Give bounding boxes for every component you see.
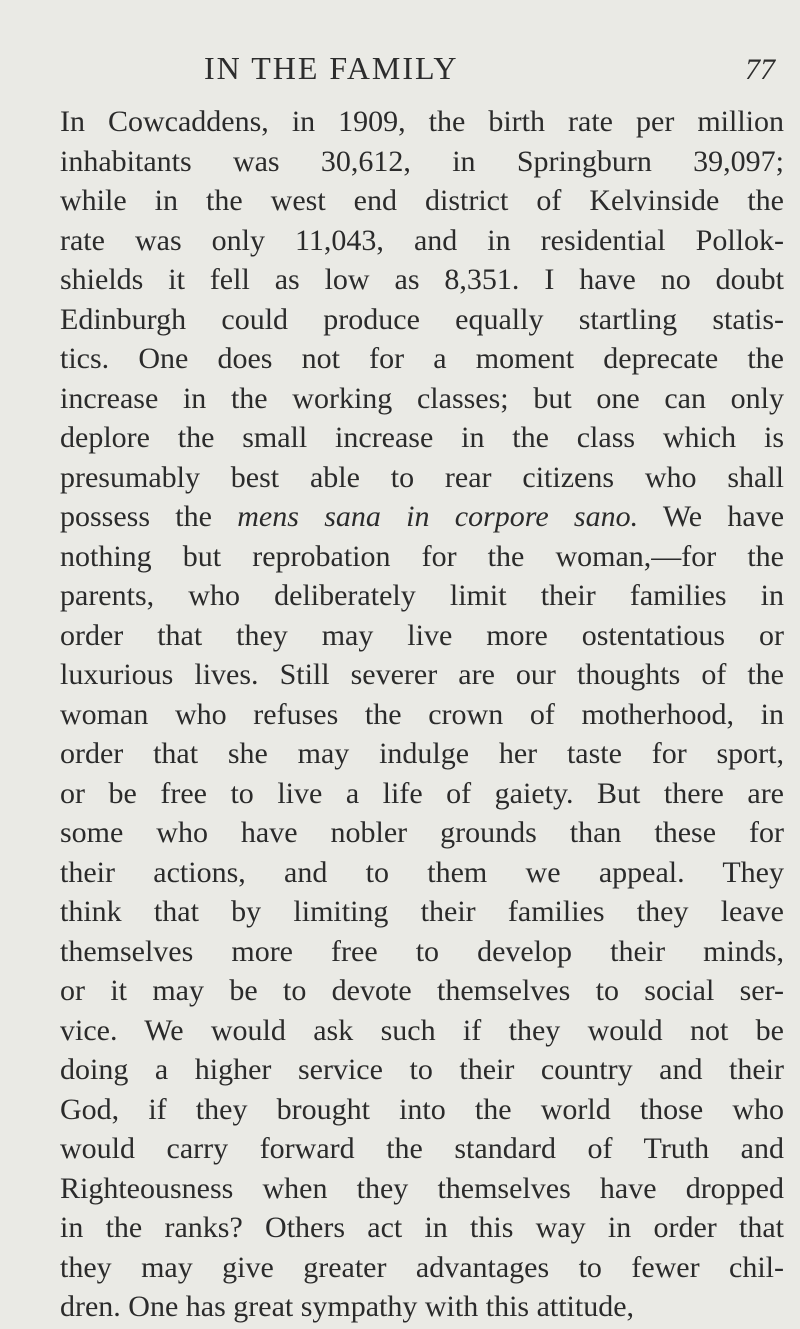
text-line: Edinburgh could produce equally startling statis-: [60, 302, 784, 336]
text-line: inhabitants was 30,612, in Springburn 39,097;: [60, 144, 784, 178]
latin-phrase: mens sana in corpore sano.: [237, 500, 639, 533]
text-line: their actions, and to them we appeal. They: [60, 855, 784, 889]
text-line: some who have nobler grounds than these for: [60, 816, 784, 849]
text-line: rate was only 11,043, and in residential Pollok-: [60, 223, 784, 257]
text-line: think that by limiting their families they leave: [60, 895, 784, 928]
running-title: IN THE FAMILY: [204, 50, 459, 86]
text-line: order that she may indulge her taste for sport,: [60, 737, 784, 770]
text-line: doing a higher service to their country and their: [60, 1053, 784, 1086]
text-line: dren. One has great sympathy with this attitude,: [60, 1290, 635, 1323]
text-line: in the ranks? Others act in this way in order that: [60, 1211, 784, 1244]
text-line: or it may be to devote themselves to social ser-: [60, 974, 784, 1007]
text-line: would carry forward the standard of Truth and: [60, 1132, 784, 1165]
text-line: presumably best able to rear citizens who shall: [60, 460, 784, 494]
text-line: God, if they brought into the world those who: [60, 1092, 784, 1126]
text-line: deplore the small increase in the class which is: [60, 421, 784, 454]
text-line: In Cowcaddens, in 1909, the birth rate per million: [60, 105, 784, 138]
text-fragment: possess the: [60, 500, 212, 533]
page-number: 77: [745, 53, 775, 86]
text-line: shields it fell as low as 8,351. I have no doubt: [60, 263, 784, 296]
text-line: themselves more free to develop their minds,: [60, 934, 784, 968]
running-header: [0, 48, 800, 88]
text-line: while in the west end district of Kelvinside the: [60, 184, 784, 217]
text-line: or be free to live a life of gaiety. But there are: [60, 776, 784, 810]
text-line: they may give greater advantages to fewer chil-: [60, 1250, 784, 1284]
text-line: luxurious lives. Still severer are our thoughts of the: [60, 658, 784, 691]
text-line: Righteousness when they themselves have dropped: [60, 1171, 784, 1205]
text-line: order that they may live more ostentatious or: [60, 618, 784, 652]
text-fragment: We have: [662, 500, 785, 533]
text-line-with-latin: [60, 497, 784, 537]
text-line: tics. One does not for a moment deprecate the: [60, 342, 784, 375]
text-line: parents, who deliberately limit their families in: [60, 579, 784, 612]
text-line: nothing but reprobation for the woman,—for the: [60, 539, 784, 573]
body-paragraph: [60, 102, 784, 1327]
text-line: vice. We would ask such if they would not be: [60, 1013, 784, 1047]
text-line: increase in the working classes; but one can only: [60, 381, 784, 415]
text-line: woman who refuses the crown of motherhood, in: [60, 697, 784, 731]
